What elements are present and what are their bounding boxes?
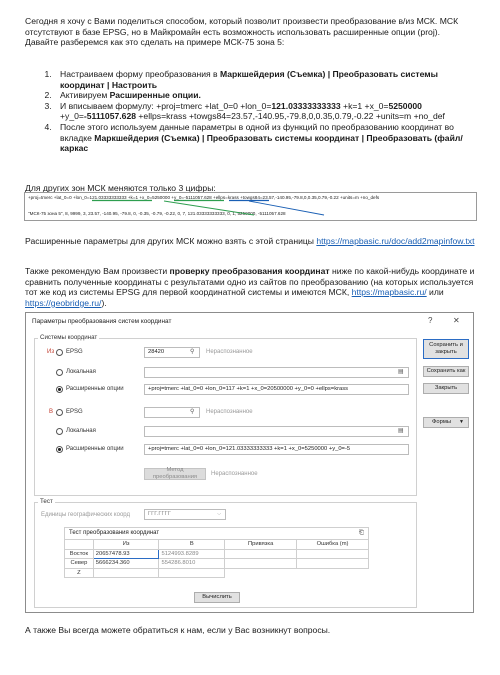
to-extended-label: Расширенные опции: [66, 446, 124, 452]
step-item: 2. Активируем Расширенные опции.: [54, 90, 480, 101]
save-as-button[interactable]: Сохранить как: [423, 366, 469, 377]
systems-legend: Системы координат: [40, 334, 98, 341]
cell-to: 554286.8010: [159, 559, 225, 569]
close-icon[interactable]: ✕: [453, 316, 460, 325]
transform-method-button[interactable]: Метод преобразования: [144, 468, 206, 480]
from-epsg-label: EPSG: [66, 349, 83, 355]
close-button[interactable]: Закрыть: [423, 383, 469, 394]
cell-error: [297, 549, 369, 559]
chevron-down-icon: ▼: [459, 419, 464, 426]
search-icon[interactable]: ⚲: [190, 409, 195, 415]
forms-dropdown[interactable]: [423, 417, 469, 428]
from-epsg-status: Нераспознанное: [206, 349, 253, 355]
from-epsg-radio[interactable]: [56, 349, 63, 356]
cell-tie[interactable]: [225, 549, 297, 559]
geo-units-value: ГГГ.ГГГГ: [148, 511, 171, 517]
cell-tie[interactable]: [225, 559, 297, 569]
link-line-green: [164, 201, 254, 215]
from-extended-label: Расширенные опции: [66, 386, 124, 392]
intro-paragraph: Сегодня я хочу с Вами поделиться способом, который позволит произвести преобразование в/из МСК. МСК отсутствуют в базе EPSG, но в Майкромайн есть возможность использовать расширенные опции (proj). Давайте разберемся как это сделать на примере МСК-75 зона 5:: [25, 16, 459, 48]
test-legend: Тест: [40, 498, 53, 505]
from-local-radio[interactable]: [56, 369, 63, 376]
check-paragraph: Также рекомендую Вам произвести проверку преобразования координат ниже по какой-нибудь координате и сравнить полученные координаты с результатами одно из сайтов по преобразованию (на которых используется тот же код из системы EPSG для первой координатной системы и имеются МСК, https://mapbasic.ru/ или https://geobridge.ru/).: [25, 266, 475, 308]
code-line-mapinfo: "МСК-75 зона 5", 8, 9999, 3, 23.57, -140.95, -79.8, 0, -0.35, -0.79, -0.22, 0, 7, 121.03333333333, 0, 1, 5250000, -5111057.628: [28, 211, 286, 216]
cell-error: [297, 568, 369, 578]
to-local-field[interactable]: [144, 426, 409, 437]
row-header: Z: [65, 568, 94, 578]
chevron-down-icon: ⌵: [217, 511, 221, 517]
geo-units-label: Единицы географических коорд: [41, 512, 130, 518]
to-epsg-status: Нераспознанное: [206, 409, 253, 415]
to-extended-radio[interactable]: [56, 446, 63, 453]
cell-to: [159, 568, 225, 578]
mapbasic-link[interactable]: https://mapbasic.ru/: [351, 287, 427, 298]
table-row: [65, 568, 369, 578]
forms-label: Формы: [432, 419, 452, 426]
from-local-label: Локальная: [66, 369, 96, 375]
test-table: [64, 539, 369, 578]
calculate-button[interactable]: Вычислить: [194, 592, 240, 603]
to-extended-field[interactable]: +proj=tmerc +lat_0=0 +lon_0=121.03333333333 +k=1 +x_0=5250000 +y_0=-5: [144, 444, 409, 455]
cell-from[interactable]: [93, 568, 159, 578]
row-header: Восток: [65, 549, 94, 559]
link-line-blue: [249, 201, 324, 215]
to-epsg-radio[interactable]: [56, 409, 63, 416]
from-local-field[interactable]: [144, 367, 409, 378]
from-epsg-code-field[interactable]: 28420: [144, 347, 200, 358]
method-status: Нераспознанное: [211, 471, 258, 477]
dialog-title: Параметры преобразования систем координат: [32, 318, 172, 325]
from-extended-radio[interactable]: [56, 386, 63, 393]
col-header-tie: Привязка: [225, 540, 297, 550]
table-row: [65, 559, 369, 569]
cell-from[interactable]: 20657478.93: [93, 549, 159, 559]
mapbasic-doc-link[interactable]: https://mapbasic.ru/doc/add2mapinfow.txt: [316, 236, 475, 246]
step-item: 3. И вписываем формулу: +proj=tmerc +lat_0=0 +lon_0=121.03333333333 +k=1 +x_0=5250000 +y_0=-5111057.628 +ellps=krass +towgs84=23.57,-140.95,-79.8,0,0.35,0.79,-0.22 +units=m +no_def: [54, 101, 480, 122]
footer-paragraph: А также Вы всегда можете обратиться к нам, если у Вас возникнут вопросы.: [25, 625, 331, 635]
col-header-from: Из: [93, 540, 159, 550]
browse-icon[interactable]: ▤: [398, 428, 404, 434]
corner-cell: [65, 540, 94, 550]
from-extended-field[interactable]: +proj=tmerc +lat_0=0 +lon_0=117 +k=1 +x_0=20500000 +y_0=0 +ellps=krass: [144, 384, 409, 395]
row-header: Север: [65, 559, 94, 569]
export-icon[interactable]: ⎗: [358, 529, 364, 536]
col-header-to: В: [159, 540, 225, 550]
cell-tie: [225, 568, 297, 578]
browse-icon[interactable]: ▤: [398, 369, 404, 375]
col-header-error: Ошибка (m): [297, 540, 369, 550]
step-item: 4. После этого используем данные параметры в одной из функций по преобразованию координат во вкладке Маркшейдерия (Съемка) | Преобразовать системы координат | Преобразовать (файл/каркас: [54, 122, 480, 154]
zones-note-heading: Для других зон МСК меняются только 3 цифры:: [25, 183, 216, 193]
table-header-row: [65, 540, 369, 550]
to-label: В: [49, 409, 54, 415]
cell-to: 5124993.8289: [159, 549, 225, 559]
to-epsg-label: EPSG: [66, 409, 83, 415]
test-table-title: Тест преобразования координат: [69, 530, 160, 536]
search-icon[interactable]: ⚲: [190, 349, 195, 355]
geo-units-select[interactable]: [144, 509, 226, 520]
save-and-close-button[interactable]: Сохранить и закрыть: [423, 339, 469, 359]
to-local-radio[interactable]: [56, 428, 63, 435]
transform-dialog: [25, 312, 474, 613]
params-paragraph: Расширенные параметры для других МСК можно взять с этой страницы https://mapbasic.ru/doc/add2mapinfow.txt: [25, 236, 475, 246]
step-item: 1. Настраиваем форму преобразования в Маркшейдерия (Съемка) | Преобразовать системы координат | Настроить: [54, 69, 480, 90]
code-line-proj: +proj=tmerc +lat_0=0 +lon_0=121.03333333333 +k=1 +x_0=5250000 +y_0=-5111057.628 +ellps=krass +towgs84=23.57,-140.95,-79.8,0,0.35,0.79,-0.22 +units=m +no_defs: [28, 195, 380, 200]
from-label: Из: [47, 349, 55, 355]
test-table-header-bar: [64, 527, 369, 539]
table-row: [65, 549, 369, 559]
cell-error: [297, 559, 369, 569]
cell-from[interactable]: 5666234.360: [93, 559, 159, 569]
to-local-label: Локальная: [66, 428, 96, 434]
help-icon[interactable]: ?: [428, 316, 433, 325]
steps-list: [25, 69, 480, 154]
code-highlight-lines: [24, 192, 477, 221]
geobridge-link[interactable]: https://geobridge.ru/: [25, 297, 102, 308]
